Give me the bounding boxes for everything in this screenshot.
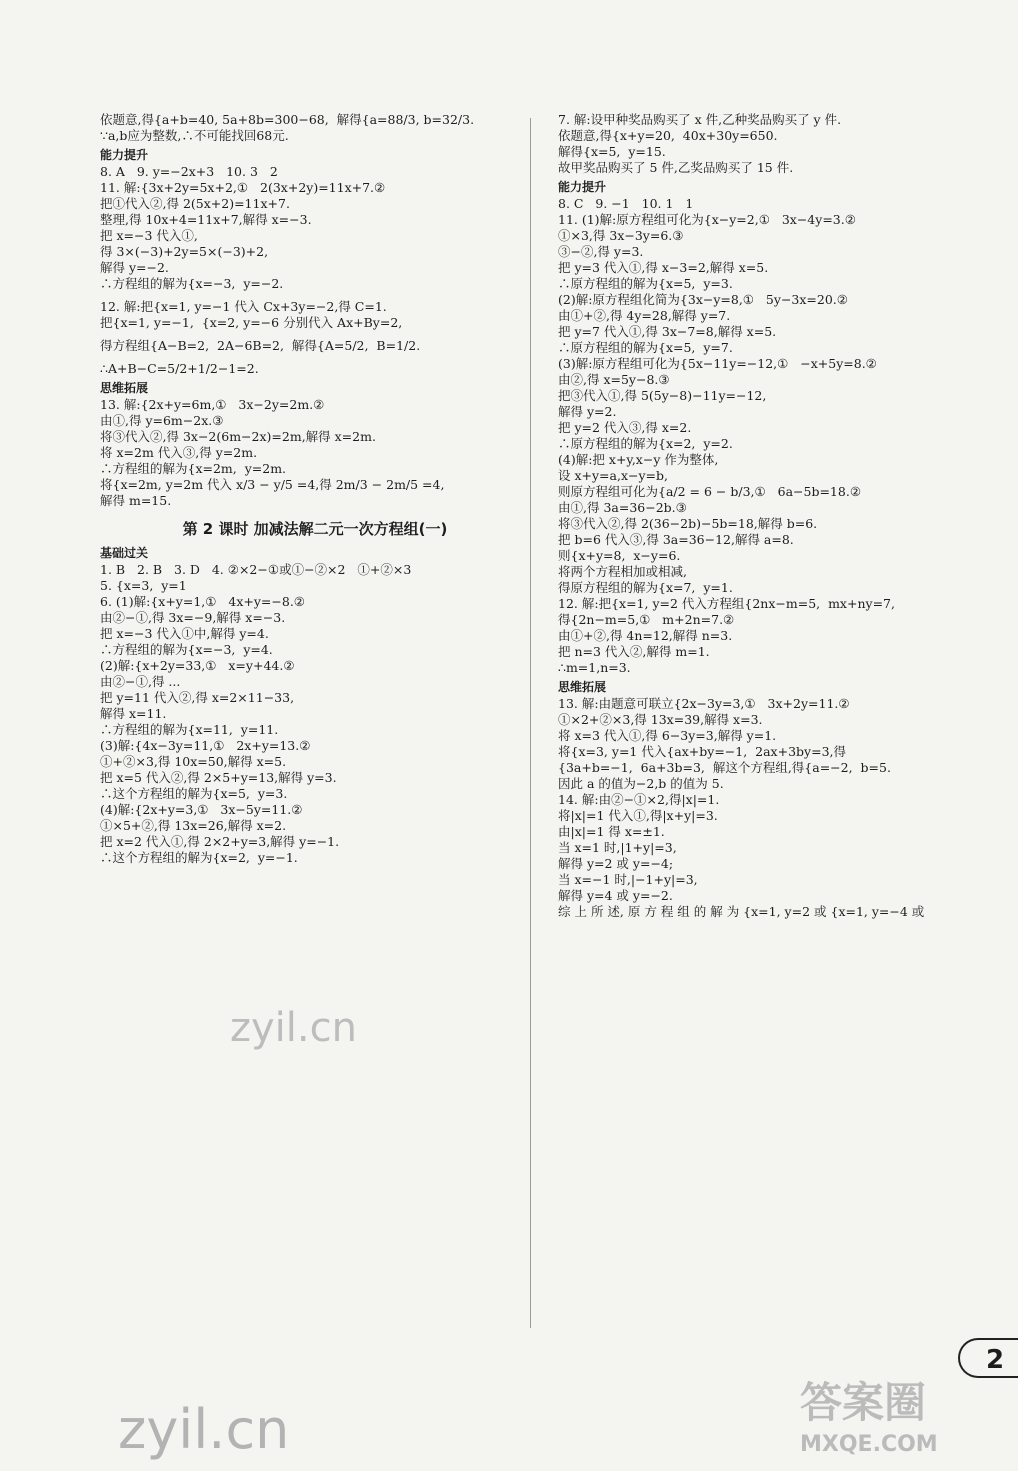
- text-line: ∴原方程组的解为{x=5, y=7.: [558, 340, 733, 355]
- text-line: 解得 x=11.: [100, 706, 167, 721]
- section-heading: 思维拓展: [558, 680, 607, 694]
- text-line: 13. 解:由题意可联立{2x−3y=3,① 3x+2y=11.②: [558, 696, 850, 711]
- watermark-zyil-bottom: zyil.cn: [118, 1398, 290, 1461]
- text-line: 由②−①,得 3x=−9,解得 x=−3.: [100, 610, 286, 625]
- text-line: 当 x=1 时,|1+y|=3,: [558, 840, 677, 855]
- text-line: 5. {x=3, y=1: [100, 578, 187, 593]
- column-divider: [530, 118, 531, 1328]
- text-line: 由|x|=1 得 x=±1.: [558, 824, 665, 839]
- section-heading: 基础过关: [100, 546, 149, 560]
- text-line: 把①代入②,得 2(5x+2)=11x+7.: [100, 196, 290, 211]
- text-line: 整理,得 10x+4=11x+7,解得 x=−3.: [100, 212, 312, 227]
- page-number: 2: [958, 1338, 1018, 1378]
- text-line: ∴方程组的解为{x=11, y=11.: [100, 722, 279, 737]
- text-line: 将③代入②,得 3x−2(6m−2x)=2m,解得 x=2m.: [100, 429, 376, 444]
- text-line: 解得 y=2 或 y=−4;: [558, 856, 674, 871]
- right-column: [558, 112, 968, 920]
- text-line: ①×5+②,得 13x=26,解得 x=2.: [100, 818, 287, 833]
- text-line: 把{x=1, y=−1, {x=2, y=−6 分别代入 Ax+By=2,: [100, 315, 403, 330]
- text-line: ∴这个方程组的解为{x=5, y=3.: [100, 786, 288, 801]
- text-line: 13. 解:{2x+y=6m,① 3x−2y=2m.②: [100, 397, 325, 412]
- text-line: 把③代入①,得 5(5y−8)−11y=−12,: [558, 388, 767, 403]
- text-line: ∴这个方程组的解为{x=2, y=−1.: [100, 850, 298, 865]
- text-line: 将 x=2m 代入③,得 y=2m.: [100, 445, 258, 460]
- text-line: 12. 解:把{x=1, y=−1 代入 Cx+3y=−2,得 C=1.: [100, 299, 387, 314]
- text-line: 得{2n−m=5,① m+2n=7.②: [558, 612, 735, 627]
- watermark-logo: 答案圈: [800, 1378, 927, 1427]
- text-line: (3)解:原方程组可化为{5x−11y=−12,① −x+5y=8.②: [558, 356, 877, 371]
- text-line: 因此 a 的值为−2,b 的值为 5.: [558, 776, 724, 791]
- text-line: 得 3×(−3)+2y=5×(−3)+2,: [100, 244, 269, 259]
- text-line: 6. (1)解:{x+y=1,① 4x+y=−8.②: [100, 594, 305, 609]
- text-line: {3a+b=−1, 6a+3b=3, 解这个方程组,得{a=−2, b=5.: [558, 760, 891, 775]
- text-line: [100, 331, 510, 338]
- section-heading: 能力提升: [558, 180, 607, 194]
- text-line: 将 x=3 代入①,得 6−3y=3,解得 y=1.: [558, 728, 777, 743]
- text-line: 8. A 9. y=−2x+3 10. 3 2: [100, 164, 278, 179]
- section-heading: 能力提升: [100, 148, 149, 162]
- text-line: 依题意,得{x+y=20, 40x+30y=650.: [558, 128, 778, 143]
- text-line: 11. (1)解:原方程组可化为{x−y=2,① 3x−4y=3.②: [558, 212, 856, 227]
- text-line: ①×2+②×3,得 13x=39,解得 x=3.: [558, 712, 763, 727]
- text-line: ∴方程组的解为{x=−3, y=−2.: [100, 276, 284, 291]
- text-line: 当 x=−1 时,|−1+y|=3,: [558, 872, 698, 887]
- text-line: ③−②,得 y=3.: [558, 244, 644, 259]
- text-line: 将|x|=1 代入①,得|x+y|=3.: [558, 808, 718, 823]
- text-line: (3)解:{4x−3y=11,① 2x+y=13.②: [100, 738, 311, 753]
- text-line: ①+②×3,得 10x=50,解得 x=5.: [100, 754, 287, 769]
- text-line: 把 y=11 代入②,得 x=2×11−33,: [100, 690, 295, 705]
- text-line: 将两个方程相加或相减,: [558, 564, 687, 579]
- text-line: 得原方程组的解为{x=7, y=1.: [558, 580, 733, 595]
- text-line: (4)解:{2x+y=3,① 3x−5y=11.②: [100, 802, 303, 817]
- text-line: 由②,得 x=5y−8.③: [558, 372, 670, 387]
- text-line: 解得 m=15.: [100, 493, 172, 508]
- text-line: 将③代入②,得 2(36−2b)−5b=18,解得 b=6.: [558, 516, 818, 531]
- lesson-title: 第 2 课时 加减法解二元一次方程组(一): [182, 520, 448, 538]
- text-line: 把 x=2 代入①,得 2×2+y=3,解得 y=−1.: [100, 834, 340, 849]
- text-line: 7. 解:设甲种奖品购买了 x 件,乙种奖品购买了 y 件.: [558, 112, 842, 127]
- text-line: ∴方程组的解为{x=2m, y=2m.: [100, 461, 287, 476]
- watermark-zyil-middle: zyil.cn: [230, 1005, 357, 1051]
- text-line: 把 x=5 代入②,得 2×5+y=13,解得 y=3.: [100, 770, 337, 785]
- text-line: 把 x=−3 代入①中,解得 y=4.: [100, 626, 269, 641]
- text-line: 14. 解:由②−①×2,得|x|=1.: [558, 792, 720, 807]
- text-line: 把 x=−3 代入①,: [100, 228, 198, 243]
- text-line: 解得 y=−2.: [100, 260, 169, 275]
- text-line: ①×3,得 3x−3y=6.③: [558, 228, 684, 243]
- text-line: 解得 y=2.: [558, 404, 617, 419]
- text-line: (2)解:原方程组化简为{3x−y=8,① 5y−3x=20.②: [558, 292, 848, 307]
- text-line: 将{x=3, y=1 代入{ax+by=−1, 2ax+3by=3,得: [558, 744, 846, 759]
- text-line: 把 y=2 代入③,得 x=2.: [558, 420, 692, 435]
- text-line: 把 n=3 代入②,解得 m=1.: [558, 644, 710, 659]
- text-line: 依题意,得{a+b=40, 5a+8b=300−68, 解得{a=88/3, b=32/3.: [100, 112, 475, 127]
- watermark-site: MXQE.COM: [800, 1432, 938, 1457]
- text-line: 将{x=2m, y=2m 代入 x/3 − y/5 =4,得 2m/3 − 2m/5 =4,: [100, 477, 445, 492]
- text-line: 把 y=3 代入①,得 x−3=2,解得 x=5.: [558, 260, 769, 275]
- text-line: ∴原方程组的解为{x=5, y=3.: [558, 276, 733, 291]
- text-line: 11. 解:{3x+2y=5x+2,① 2(3x+2y)=11x+7.②: [100, 180, 386, 195]
- text-line: 12. 解:把{x=1, y=2 代入方程组{2nx−m=5, mx+ny=7,: [558, 596, 895, 611]
- text-line: 由②−①,得 ...: [100, 674, 181, 689]
- text-line: 由①,得 3a=36−2b.③: [558, 500, 687, 515]
- text-line: 由①,得 y=6m−2x.③: [100, 413, 224, 428]
- left-column: [100, 112, 510, 866]
- text-line: 由①+②,得 4n=12,解得 n=3.: [558, 628, 733, 643]
- text-line: 1. B 2. B 3. D 4. ②×2−①或①−②×2 ①+②×3: [100, 562, 412, 577]
- text-line: ∴m=1,n=3.: [558, 660, 631, 675]
- text-line: 则原方程组可化为{a/2 = 6 − b/3,① 6a−5b=18.②: [558, 484, 862, 499]
- text-line: ∵a,b应为整数,∴不可能找回68元.: [100, 128, 289, 143]
- text-line: [100, 292, 510, 299]
- text-line: 故甲奖品购买了 5 件,乙奖品购买了 15 件.: [558, 160, 794, 175]
- text-line: 综 上 所 述, 原 方 程 组 的 解 为 {x=1, y=2 或 {x=1, y=−4 或: [558, 904, 925, 919]
- text-line: (4)解:把 x+y,x−y 作为整体,: [558, 452, 719, 467]
- text-line: 设 x+y=a,x−y=b,: [558, 468, 668, 483]
- text-line: 得方程组{A−B=2, 2A−6B=2, 解得{A=5/2, B=1/2.: [100, 338, 421, 353]
- text-line: 解得 y=4 或 y=−2.: [558, 888, 673, 903]
- text-line: [100, 354, 510, 361]
- text-line: 由①+②,得 4y=28,解得 y=7.: [558, 308, 731, 323]
- text-line: (2)解:{x+2y=33,① x=y+44.②: [100, 658, 295, 673]
- text-line: 8. C 9. −1 10. 1 1: [558, 196, 694, 211]
- text-line: ∴方程组的解为{x=−3, y=4.: [100, 642, 273, 657]
- text-line: ∴A+B−C=5/2+1/2−1=2.: [100, 361, 259, 376]
- section-heading: 思维拓展: [100, 381, 149, 395]
- text-line: 把 y=7 代入①,得 3x−7=8,解得 x=5.: [558, 324, 777, 339]
- text-line: 则{x+y=8, x−y=6.: [558, 548, 681, 563]
- text-line: 解得{x=5, y=15.: [558, 144, 666, 159]
- text-line: ∴原方程组的解为{x=2, y=2.: [558, 436, 733, 451]
- text-line: 把 b=6 代入③,得 3a=36−12,解得 a=8.: [558, 532, 794, 547]
